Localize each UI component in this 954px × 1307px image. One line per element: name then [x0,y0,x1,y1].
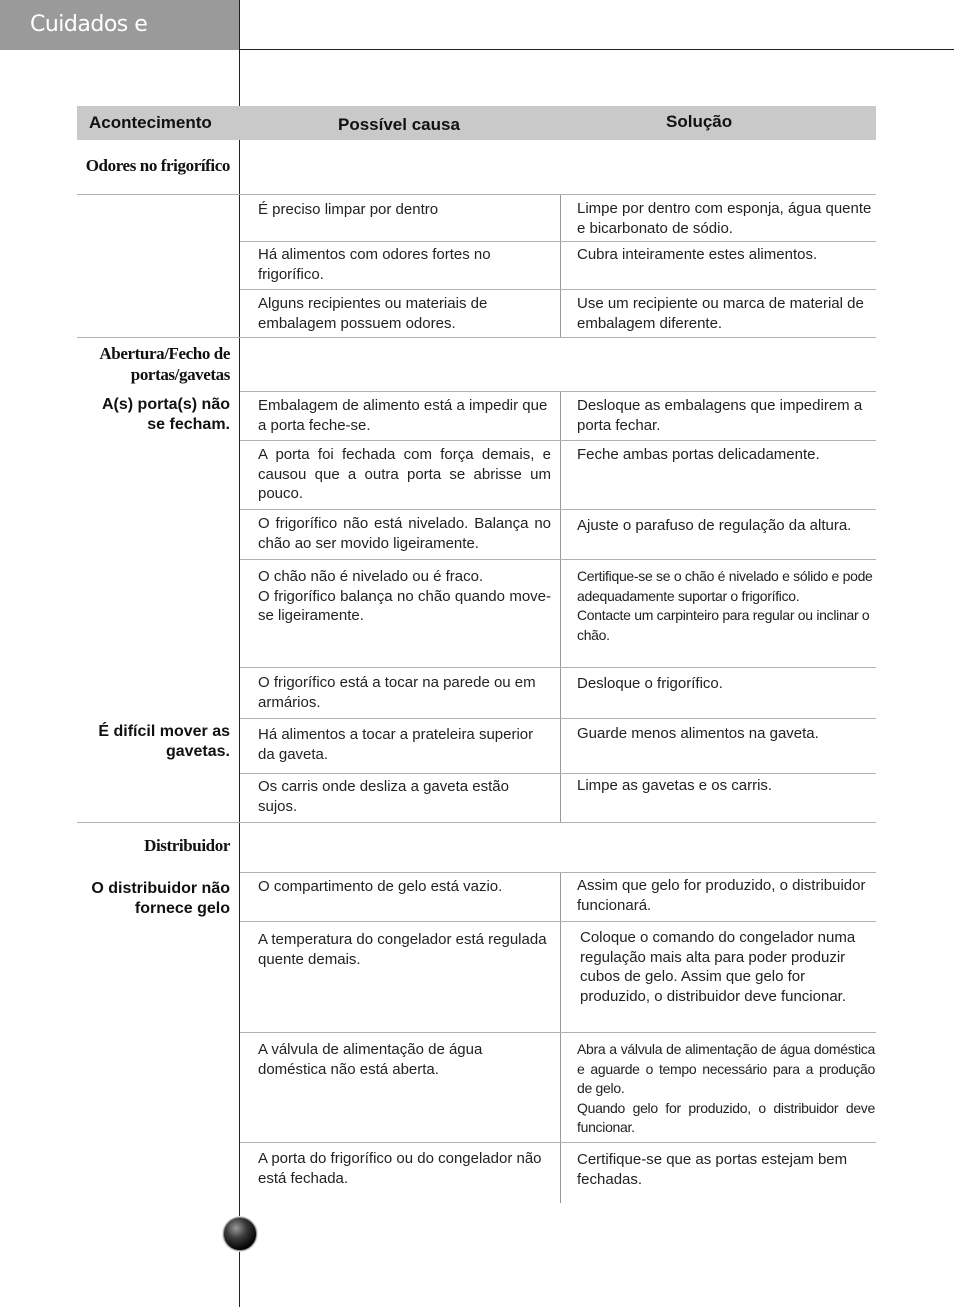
header-cause: Possível causa [338,115,460,134]
category-doors-line1: Abertura/Fecho de [99,344,230,363]
row-divider [240,241,876,242]
cause-cell: Há alimentos com odores fortes no frigorífico. [258,246,491,283]
event-line: A(s) porta(s) não [102,396,230,413]
margin-rule [239,0,240,1307]
row-divider [77,822,876,823]
header-event: Acontecimento [89,113,212,132]
row-divider [240,509,876,510]
event-drawers-hard [98,722,230,762]
cause-cell: O frigorífico não está nivelado. Balança no chão ao ser movido ligeiramente. [258,515,551,552]
row-divider [240,1032,876,1033]
cause-line: O frigorífico balança no chão quando move-se ligeiramente. [258,587,551,624]
event-line: O distribuidor não [91,880,230,897]
cause-cell: O compartimento de gelo está vazio. [258,878,503,895]
solution-line: Contacte um carpinteiro para regular ou inclinar o chão. [577,607,870,643]
solution-cell: Certifique-se que as portas estejam bem fechadas. [577,1151,848,1188]
category-doors [99,343,230,385]
cause-cell: O frigorífico está a tocar na parede ou em armários. [258,674,536,711]
solution-cell: Coloque o comando do congelador numa regulação mais alta para poder produzir cubos de gelo. Assim que gelo for produzido, o distribuidor deve funcionar. [580,929,856,1005]
solution-cell: Desloque o frigorífico. [577,675,723,692]
category-odors: Odores no frigorífico [85,156,230,175]
row-divider [77,337,876,338]
solution-cell: Limpe as gavetas e os carris. [577,777,773,794]
row-divider [240,773,876,774]
event-line: se fecham. [147,416,230,433]
solution-cell: Desloque as embalagens que impedirem a porta fechar. [577,397,863,434]
cause-cell: Os carris onde desliza a gaveta estão sujos. [258,778,509,815]
solution-cell: Cubra inteiramente estes alimentos. [577,246,818,263]
cause-cell: A porta do frigorífico ou do congelador não está fechada. [258,1150,542,1187]
header-solution: Solução [666,112,733,131]
solution-cell: Ajuste o parafuso de regulação da altura. [577,517,852,534]
category-dispenser: Distribuidor [144,836,230,855]
row-divider [240,872,876,873]
row-divider [240,289,876,290]
row-divider [240,1142,876,1143]
event-no-ice [91,879,230,919]
cause-cell: Embalagem de alimento está a impedir que a porta feche-se. [258,397,548,434]
cause-cell: A porta foi fechada com força demais, e causou que a outra porta se abrisse um pouco. [258,446,551,502]
row-divider [240,921,876,922]
column-divider [560,873,561,1203]
row-divider [77,194,876,195]
solution-cell [577,567,875,645]
row-divider [240,440,876,441]
column-divider [560,195,561,338]
cause-cell: A temperatura do congelador está regulada quente demais. [258,931,547,968]
solution-cell: Limpe por dentro com esponja, água quente e bicarbonato de sódio. [577,200,872,237]
event-doors-not-closing [102,395,230,435]
solution-cell: Guarde menos alimentos na gaveta. [577,725,819,742]
row-divider [240,559,876,560]
solution-line: Abra a válvula de alimentação de água doméstica e aguarde o tempo necessário para a produção de gelo. [577,1041,875,1096]
event-line: gavetas. [165,743,230,760]
cause-line: O chão não é nivelado ou é fraco. [258,568,484,585]
cause-cell: É preciso limpar por dentro [258,201,439,218]
cause-cell: Há alimentos a tocar a prateleira superior da gaveta. [258,726,534,763]
event-line: É difícil mover as [98,723,230,740]
cause-cell: A válvula de alimentação de água doméstica não está aberta. [258,1041,483,1078]
row-divider [240,667,876,668]
solution-cell [577,1040,875,1138]
solution-cell: Feche ambas portas delicadamente. [577,446,820,463]
solution-cell: Assim que gelo for produzido, o distribuidor funcionará. [577,877,866,914]
row-divider [240,718,876,719]
event-line: fornece gelo [134,900,230,917]
solution-line: Certifique-se se o chão é nivelado e sólido e pode adequadamente suportar o frigorífico. [577,568,873,604]
column-divider [560,392,561,823]
category-doors-line2: portas/gavetas [130,365,230,384]
section-title: Cuidados e manutenção [0,0,239,50]
row-divider [240,391,876,392]
page-marker-icon [223,1217,257,1251]
top-rule [239,49,954,50]
cause-cell: Alguns recipientes ou materiais de embalagem possuem odores. [258,295,488,332]
solution-line: Quando gelo for produzido, o distribuidor deve funcionar. [577,1099,875,1135]
cause-cell [258,567,551,626]
solution-cell: Use um recipiente ou marca de material de embalagem diferente. [577,295,864,332]
